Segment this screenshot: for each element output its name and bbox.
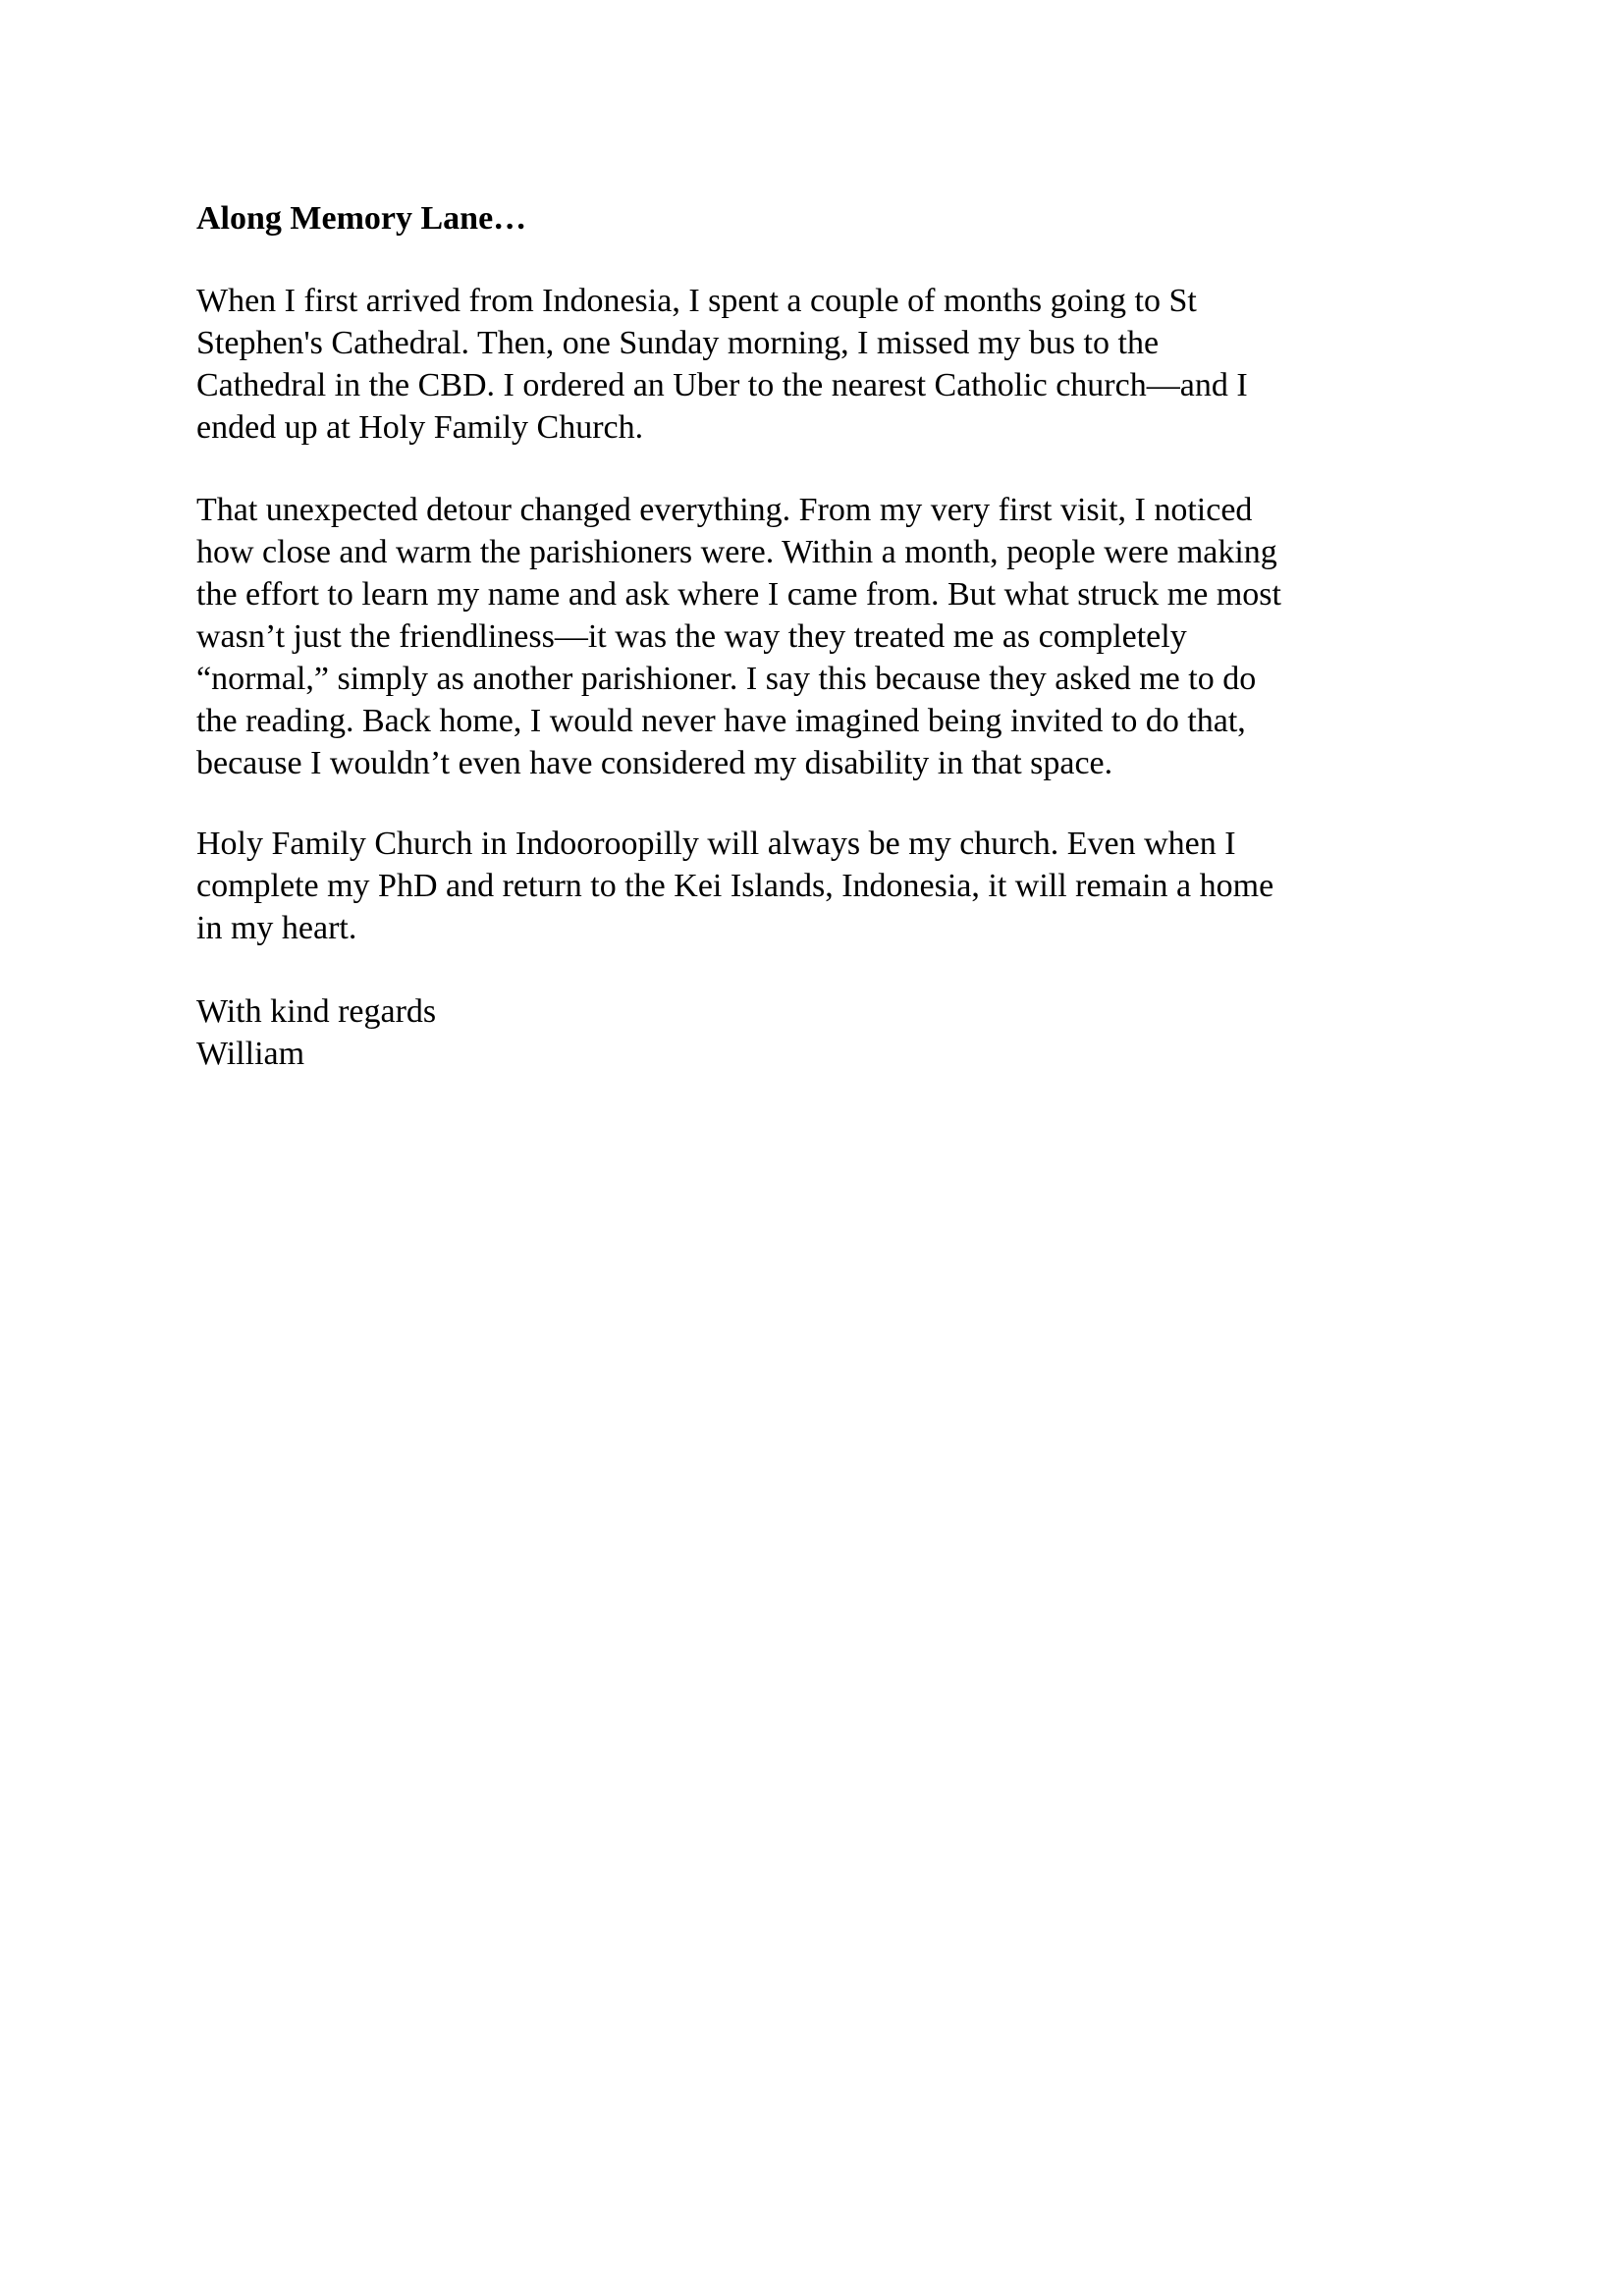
- text-line: When I first arrived from Indonesia, I spent a couple of months going to St: [196, 283, 1197, 319]
- signature: William: [196, 1036, 305, 1072]
- text-line: Cathedral in the CBD. I ordered an Uber to the nearest Catholic church—and I: [196, 367, 1248, 403]
- text-line: the reading. Back home, I would never have imagined being invited to do that,: [196, 703, 1246, 739]
- text-line: wasn’t just the friendliness—it was the way they treated me as completely: [196, 618, 1187, 655]
- text-line: the effort to learn my name and ask where I came from. But what struck me most: [196, 576, 1281, 613]
- paragraph-2: [196, 489, 1281, 784]
- text-line: ended up at Holy Family Church.: [196, 409, 644, 446]
- text-line: “normal,” simply as another parishioner. I say this because they asked me to do: [196, 661, 1257, 697]
- paragraph-3: [196, 823, 1273, 949]
- letter-title: Along Memory Lane…: [196, 200, 527, 237]
- text-line: Holy Family Church in Indooroopilly will always be my church. Even when I: [196, 826, 1236, 862]
- text-line: how close and warm the parishioners were. Within a month, people were making: [196, 534, 1277, 570]
- text-line: complete my PhD and return to the Kei Islands, Indonesia, it will remain a home: [196, 868, 1274, 904]
- paragraph-1: [196, 280, 1248, 449]
- text-line: in my heart.: [196, 910, 357, 946]
- closing: With kind regards: [196, 993, 437, 1030]
- sign-off: [196, 990, 436, 1075]
- text-line: Stephen's Cathedral. Then, one Sunday morning, I missed my bus to the: [196, 325, 1160, 361]
- text-line: because I wouldn’t even have considered my disability in that space.: [196, 745, 1113, 781]
- text-line: That unexpected detour changed everything. From my very first visit, I noticed: [196, 492, 1253, 528]
